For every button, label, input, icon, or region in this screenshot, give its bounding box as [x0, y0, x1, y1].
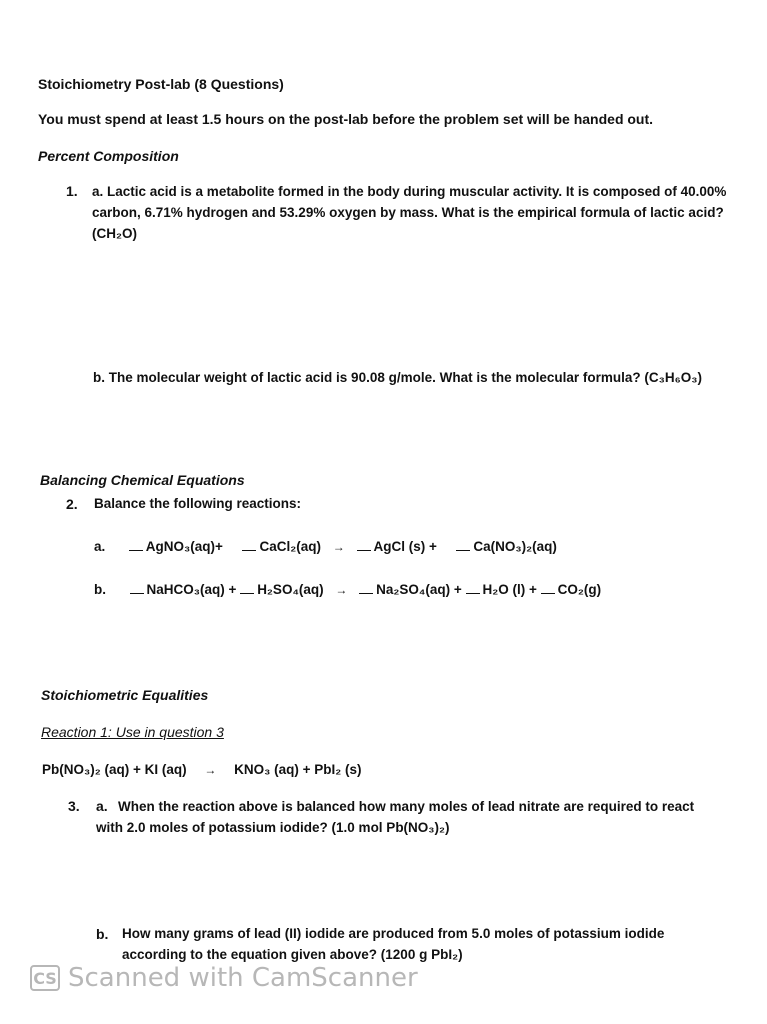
- coefficient-blank[interactable]: [541, 593, 555, 594]
- equation-2a-reactant-1: AgNO₃(aq)+: [145, 539, 223, 554]
- reaction-1-equation: [42, 762, 362, 777]
- question-3a-label: a.: [96, 798, 108, 814]
- section-heading-percent-composition: Percent Composition: [38, 148, 179, 164]
- reaction-1-reactants: Pb(NO₃)₂ (aq) + KI (aq): [42, 762, 187, 777]
- question-1b-text: b. The molecular weight of lactic acid is 90.08 g/mole. What is the molecular formula?: [93, 370, 641, 385]
- coefficient-blank[interactable]: [466, 593, 480, 594]
- question-3b-text: How many grams of lead (II) iodide are produced from 5.0 moles of potassium iodide according to the equation given above?: [122, 926, 665, 962]
- equation-2b-product-3: CO₂(g): [557, 582, 602, 597]
- equation-2a-product-1: AgCl (s) +: [373, 539, 437, 554]
- coefficient-blank[interactable]: [359, 593, 373, 594]
- question-3a: [96, 796, 716, 838]
- coefficient-blank[interactable]: [357, 550, 371, 551]
- question-3b: [122, 923, 682, 965]
- equation-2b-product-2: H₂O (l) +: [482, 582, 537, 597]
- question-1-number: 1.: [66, 183, 78, 199]
- reaction-arrow-icon: →: [332, 540, 345, 554]
- reaction-1-label: Reaction 1: Use in question 3: [41, 724, 224, 740]
- coefficient-blank[interactable]: [242, 550, 256, 551]
- coefficient-blank[interactable]: [240, 593, 254, 594]
- question-1a: [92, 181, 732, 244]
- question-3b-label: b.: [96, 926, 109, 942]
- equation-2b-product-1: Na₂SO₄(aq) +: [376, 582, 462, 597]
- reaction-arrow-icon: →: [204, 763, 217, 777]
- question-3a-answer: (1.0 mol Pb(NO₃)₂): [331, 820, 450, 835]
- section-heading-equalities: Stoichiometric Equalities: [41, 687, 209, 703]
- question-1b-answer: (C₃H₆O₃): [644, 370, 703, 385]
- coefficient-blank[interactable]: [456, 550, 470, 551]
- equation-2b-reactant-1: NaHCO₃(aq) +: [146, 582, 237, 597]
- question-1a-answer: (CH₂O): [92, 226, 137, 241]
- question-2-number: 2.: [66, 496, 78, 512]
- watermark-text: Scanned with CamScanner: [68, 963, 418, 993]
- section-heading-balancing: Balancing Chemical Equations: [40, 472, 245, 488]
- question-3a-text: When the reaction above is balanced how many moles of lead nitrate are required to react with 2.0 moles of potassium iodide?: [96, 799, 695, 835]
- question-2-prompt: Balance the following reactions:: [94, 496, 302, 511]
- reaction-arrow-icon: →: [335, 583, 348, 597]
- question-3b-answer: (1200 g PbI₂): [380, 947, 463, 962]
- camscanner-logo-icon: CS: [30, 965, 60, 991]
- coefficient-blank[interactable]: [129, 550, 143, 551]
- instruction-note: You must spend at least 1.5 hours on the post-lab before the problem set will be handed out.: [38, 111, 654, 127]
- equation-2a-label: a.: [94, 539, 106, 554]
- question-1a-text: a. Lactic acid is a metabolite formed in the body during muscular activity. It is composed of 40.00% carbon, 6.71% hydrogen and 53.29% oxygen by mass. What is the empirical formula of lactic acid?: [92, 184, 727, 220]
- equation-2a-reactant-2: CaCl₂(aq): [259, 539, 321, 554]
- reaction-1-products: KNO₃ (aq) + PbI₂ (s): [234, 762, 362, 777]
- equation-2a-product-2: Ca(NO₃)₂(aq): [473, 539, 557, 554]
- equation-2b-label: b.: [94, 582, 106, 597]
- page-title: Stoichiometry Post-lab (8 Questions): [38, 76, 284, 92]
- question-1b: [93, 370, 702, 385]
- equation-2b: [94, 582, 601, 597]
- equation-2a: [94, 539, 557, 554]
- question-3-number: 3.: [68, 798, 80, 814]
- equation-2b-reactant-2: H₂SO₄(aq): [257, 582, 324, 597]
- camscanner-watermark: [30, 963, 418, 993]
- coefficient-blank[interactable]: [130, 593, 144, 594]
